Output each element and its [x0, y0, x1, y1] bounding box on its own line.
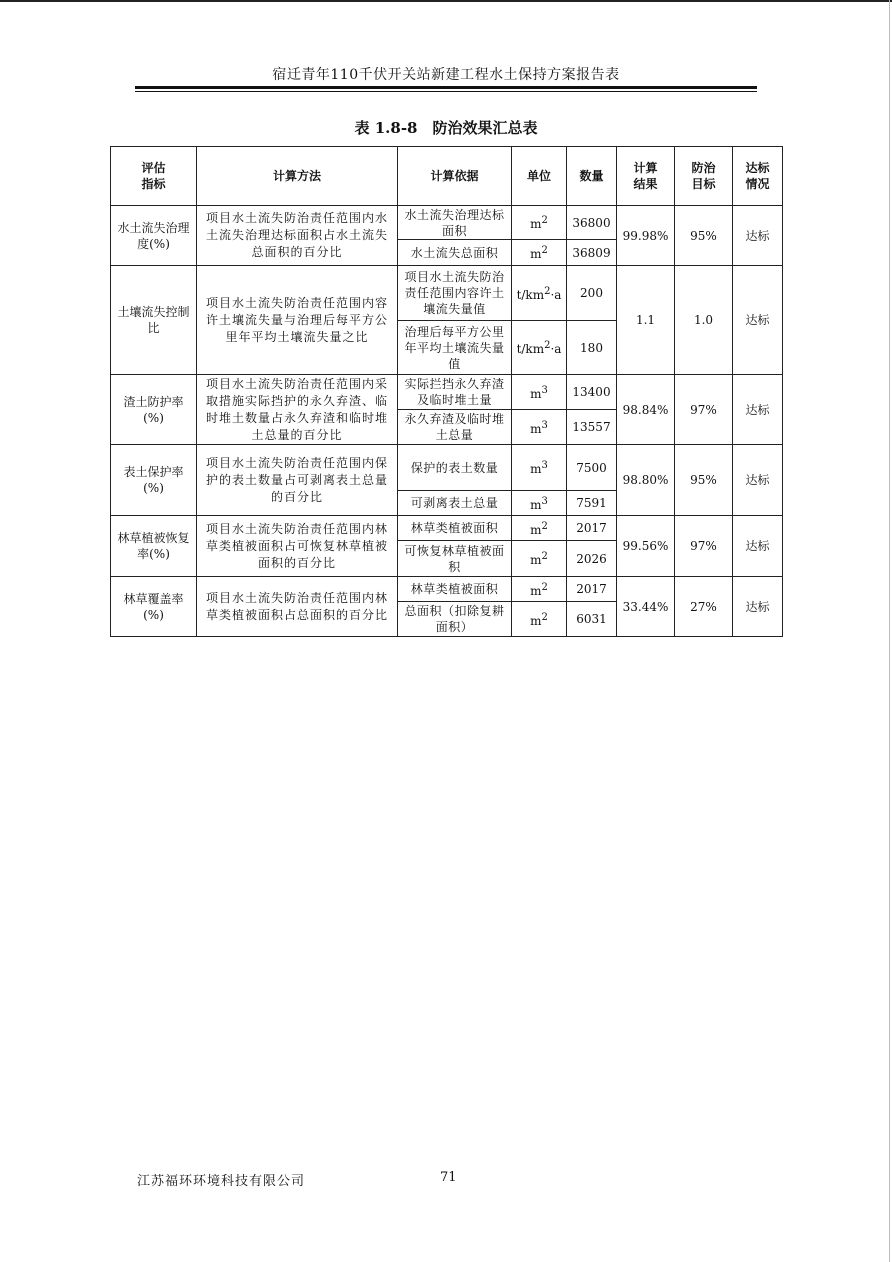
indicator-cell: 渣土防护率(%)	[111, 375, 197, 445]
table-caption: 表 1.8-8 防治效果汇总表	[354, 119, 538, 137]
quantity-cell: 36809	[567, 240, 617, 266]
indicator-cell: 林草覆盖率(%)	[111, 577, 197, 637]
unit-cell	[512, 206, 567, 240]
col-header-result	[617, 147, 675, 206]
unit-base: m	[530, 497, 542, 512]
unit-base: t/km	[516, 342, 545, 356]
indicator-cell: 水土流失治理度(%)	[111, 206, 197, 266]
header-text: 达标 情况	[745, 161, 770, 191]
table-row	[111, 375, 783, 410]
unit-cell	[512, 266, 567, 321]
quantity-cell: 2017	[567, 577, 617, 602]
result-cell: 98.80%	[617, 445, 675, 516]
indicator-cell: 土壤流失控制比	[111, 266, 197, 375]
basis-cell: 林草类植被面积	[398, 577, 512, 602]
header-text: 计算依据	[430, 169, 479, 183]
header-rule-thin	[135, 91, 757, 92]
basis-cell: 总面积（扣除复耕面积）	[398, 602, 512, 637]
col-header-unit	[512, 147, 567, 206]
method-cell: 项目水土流失防治责任范围内保护的表土数量占可剥离表土总量的百分比	[197, 445, 398, 516]
status-cell: 达标	[733, 516, 783, 577]
col-header-target	[675, 147, 733, 206]
target-cell: 97%	[675, 375, 733, 445]
unit-base: m	[530, 247, 542, 261]
result-cell: 33.44%	[617, 577, 675, 637]
result-cell: 99.56%	[617, 516, 675, 577]
header-text: 评估 指标	[141, 161, 166, 191]
header-text: 计算 结果	[633, 161, 658, 191]
col-header-indicator	[111, 147, 197, 206]
quantity-cell: 6031	[567, 602, 617, 637]
table-row	[111, 577, 783, 602]
unit-exponent: 2	[541, 520, 548, 532]
unit-base: m	[530, 613, 542, 628]
basis-cell: 项目水土流失防治责任范围内容许土壤流失量值	[398, 266, 512, 321]
unit-base: m	[530, 462, 542, 476]
target-cell: 1.0	[675, 266, 733, 375]
quantity-cell: 13400	[567, 375, 617, 410]
target-cell: 27%	[675, 577, 733, 637]
unit-cell	[512, 577, 567, 602]
unit-cell	[512, 602, 567, 637]
unit-cell	[512, 375, 567, 410]
method-cell: 项目水土流失防治责任范围内林草类植被面积占可恢复林草植被面积的百分比	[197, 516, 398, 577]
quantity-cell: 7500	[567, 445, 617, 491]
right-border	[889, 0, 890, 1262]
status-cell: 达标	[733, 577, 783, 637]
table-row	[111, 206, 783, 240]
unit-cell	[512, 410, 567, 445]
unit-base: m	[530, 386, 542, 401]
unit-cell	[512, 321, 567, 375]
unit-exponent: 3	[541, 419, 548, 431]
target-cell: 95%	[675, 206, 733, 266]
unit-tail: ·a	[550, 342, 562, 356]
status-cell: 达标	[733, 266, 783, 375]
unit-tail: ·a	[550, 287, 562, 302]
quantity-cell: 180	[567, 321, 617, 375]
table-header-row	[111, 147, 783, 206]
status-cell: 达标	[733, 445, 783, 516]
basis-cell: 保护的表土数量	[398, 445, 512, 491]
unit-base: m	[530, 217, 542, 231]
running-header: 宿迁青年110千伏开关站新建工程水土保持方案报告表	[272, 67, 620, 83]
unit-cell	[512, 240, 567, 266]
unit-base: t/km	[516, 287, 545, 302]
col-header-basis	[398, 147, 512, 206]
page-number: 71	[440, 1170, 457, 1185]
unit-base: m	[530, 553, 542, 567]
result-cell: 99.98%	[617, 206, 675, 266]
footer-company: 江苏福环环境科技有限公司	[137, 1174, 306, 1189]
method-cell: 项目水土流失防治责任范围内水土流失治理达标面积占水土流失总面积的百分比	[197, 206, 398, 266]
basis-cell: 水土流失治理达标面积	[398, 206, 512, 240]
basis-cell: 可恢复林草植被面积	[398, 541, 512, 577]
method-cell: 项目水土流失防治责任范围内采取措施实际挡护的永久弃渣、临时堆土数量占永久弃渣和临时堆土总量的百分比	[197, 375, 398, 445]
col-header-status	[733, 147, 783, 206]
header-text: 计算方法	[272, 169, 321, 183]
unit-base: m	[530, 522, 542, 537]
indicator-cell: 表土保护率(%)	[111, 445, 197, 516]
quantity-cell: 200	[567, 266, 617, 321]
basis-cell: 永久弃渣及临时堆土总量	[398, 410, 512, 445]
header-text: 防治 目标	[691, 161, 716, 191]
basis-cell: 治理后每平方公里年平均土壤流失量值	[398, 321, 512, 375]
basis-cell: 水土流失总面积	[398, 240, 512, 266]
unit-cell	[512, 541, 567, 577]
table-row	[111, 445, 783, 491]
target-cell: 95%	[675, 445, 733, 516]
unit-cell	[512, 491, 567, 516]
basis-cell: 实际拦挡永久弃渣及临时堆土量	[398, 375, 512, 410]
unit-exponent: 3	[541, 384, 548, 396]
quantity-cell: 2026	[567, 541, 617, 577]
unit-exponent: 2	[541, 581, 548, 593]
unit-exponent: 3	[541, 495, 548, 507]
unit-exponent: 2	[541, 611, 548, 623]
top-border	[0, 0, 892, 2]
unit-exponent: 2	[544, 340, 551, 351]
unit-exponent: 2	[541, 215, 548, 226]
quantity-cell: 13557	[567, 410, 617, 445]
col-header-quantity	[567, 147, 617, 206]
effect-summary-table	[110, 146, 783, 637]
target-cell: 97%	[675, 516, 733, 577]
method-cell: 项目水土流失防治责任范围内林草类植被面积占总面积的百分比	[197, 577, 398, 637]
header-rule-thick	[135, 86, 757, 89]
unit-base: m	[530, 421, 542, 436]
basis-cell: 可剥离表土总量	[398, 491, 512, 516]
basis-cell: 林草类植被面积	[398, 516, 512, 541]
table-row	[111, 266, 783, 321]
quantity-cell: 36800	[567, 206, 617, 240]
unit-exponent: 2	[541, 245, 548, 256]
unit-cell	[512, 445, 567, 491]
col-header-method	[197, 147, 398, 206]
unit-exponent: 3	[541, 460, 548, 471]
unit-base: m	[530, 583, 542, 598]
indicator-cell: 林草植被恢复率(%)	[111, 516, 197, 577]
header-text: 单位	[526, 169, 551, 183]
table-row	[111, 516, 783, 541]
result-cell: 1.1	[617, 266, 675, 375]
status-cell: 达标	[733, 206, 783, 266]
quantity-cell: 7591	[567, 491, 617, 516]
result-cell: 98.84%	[617, 375, 675, 445]
status-cell: 达标	[733, 375, 783, 445]
header-text: 数量	[579, 169, 604, 183]
quantity-cell: 2017	[567, 516, 617, 541]
unit-cell	[512, 516, 567, 541]
method-cell: 项目水土流失防治责任范围内容许土壤流失量与治理后每平方公里年平均土壤流失量之比	[197, 266, 398, 375]
unit-exponent: 2	[544, 285, 551, 297]
unit-exponent: 2	[541, 551, 548, 562]
